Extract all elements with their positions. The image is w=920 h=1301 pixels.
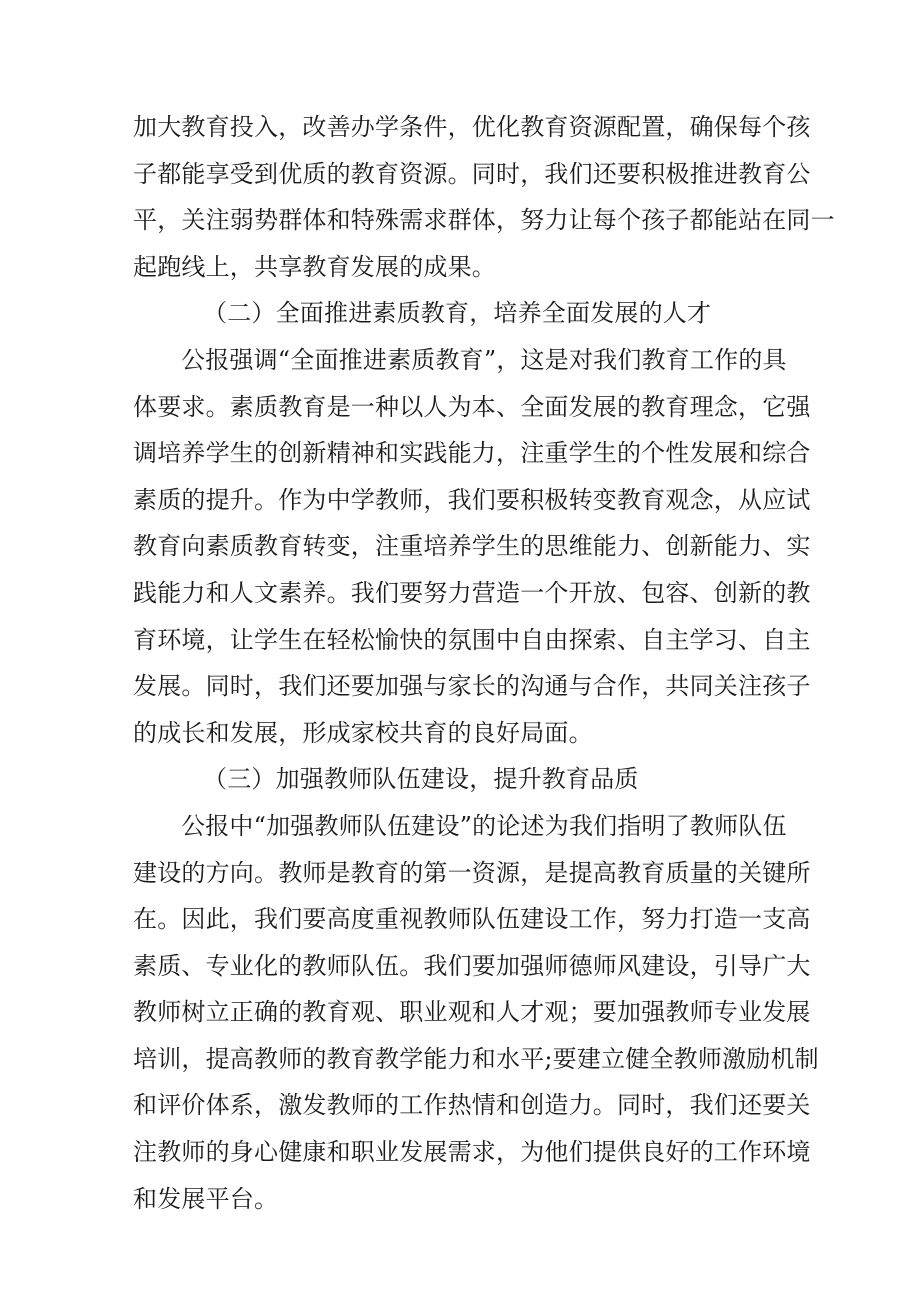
section-heading: （二）全面推进素质教育，培养全面发展的人才: [203, 299, 712, 328]
paragraph-line: 和发展平台。: [133, 1184, 279, 1213]
paragraph-line: 调培养学生的创新精神和实践能力，注重学生的个性发展和综合: [133, 439, 811, 468]
section-heading: （三）加强教师队伍建设，提升教育品质: [203, 765, 639, 794]
paragraph-line: 在。因此，我们要高度重视教师队伍建设工作，努力打造一支高: [133, 905, 811, 934]
paragraph-first-line: 公报强调“全面推进素质教育”，这是对我们教育工作的具: [181, 345, 787, 374]
paragraph-line: 教育向素质教育转变，注重培养学生的思维能力、创新能力、实: [133, 532, 811, 561]
paragraph-line: 体要求。素质教育是一种以人为本、全面发展的教育理念，它强: [133, 392, 811, 421]
document-body: [133, 104, 835, 1222]
paragraph-line: 培训，提高教师的教育教学能力和水平;要建立健全教师激励机制: [133, 1044, 819, 1073]
paragraph-line: 注教师的身心健康和职业发展需求，为他们提供良好的工作环境: [133, 1138, 811, 1167]
paragraph-line: 平，关注弱势群体和特殊需求群体，努力让每个孩子都能站在同一: [133, 206, 835, 235]
paragraph-line: 发展。同时，我们还要加强与家长的沟通与合作，共同关注孩子: [133, 672, 811, 701]
paragraph-line: 教师树立正确的教育观、职业观和人才观；要加强教师专业发展: [133, 998, 811, 1027]
paragraph-line: 和评价体系，激发教师的工作热情和创造力。同时，我们还要关: [133, 1091, 811, 1120]
paragraph-line: 子都能享受到优质的教育资源。同时，我们还要积极推进教育公: [133, 159, 811, 188]
paragraph-line: 素质的提升。作为中学教师，我们要积极转变教育观念，从应试: [133, 485, 811, 514]
paragraph-line: 建设的方向。教师是教育的第一资源，是提高教育质量的关键所: [133, 858, 811, 887]
paragraph-line: 的成长和发展，形成家校共育的良好局面。: [133, 718, 593, 747]
paragraph-line: 素质、专业化的教师队伍。我们要加强师德师风建设，引导广大: [133, 951, 811, 980]
paragraph-line: 起跑线上，共享教育发展的成果。: [133, 252, 496, 281]
paragraph-line: 践能力和人文素养。我们要努力营造一个开放、包容、创新的教: [133, 578, 811, 607]
paragraph-line: 加大教育投入，改善办学条件，优化教育资源配置，确保每个孩: [133, 113, 811, 141]
paragraph-line: 育环境，让学生在轻松愉快的氛围中自由探索、自主学习、自主: [133, 625, 811, 654]
paragraph-first-line: 公报中“加强教师队伍建设”的论述为我们指明了教师队伍: [181, 811, 787, 840]
